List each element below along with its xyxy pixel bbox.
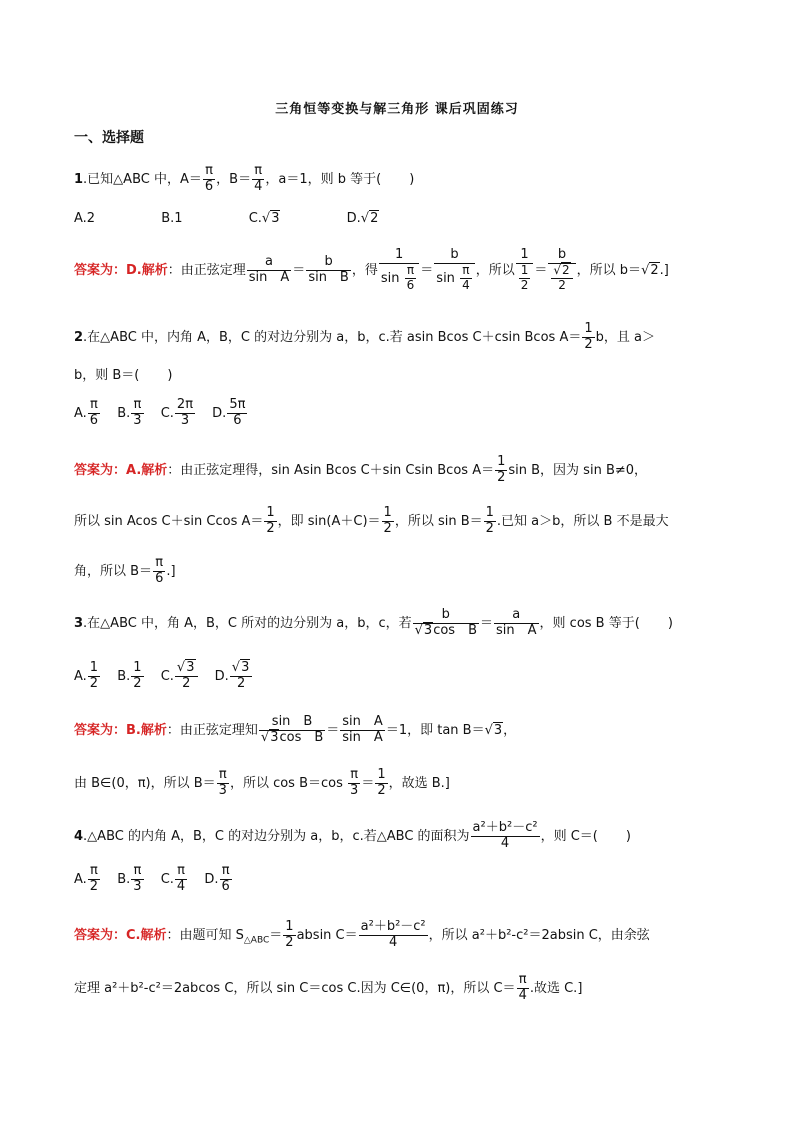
option-d	[204, 864, 232, 895]
option-a	[74, 398, 101, 429]
question-2-stem	[74, 322, 655, 353]
numerator: π	[175, 864, 187, 880]
stem-text: .在△ABC 中，角 A，B，C 所对的边分别为 a，b，c，若	[83, 615, 412, 631]
question-2-solution	[74, 455, 647, 486]
denominator: 4	[500, 835, 510, 851]
denominator: 3	[180, 412, 190, 428]
option-c	[161, 661, 199, 692]
fraction	[252, 164, 264, 195]
stem-text: )	[625, 828, 631, 844]
numerator: 1	[516, 248, 534, 264]
solution-text: ：由正弦定理	[167, 262, 246, 278]
numerator: sin A	[342, 714, 383, 729]
fraction	[247, 255, 292, 286]
question-2-solution-line-2	[74, 506, 669, 537]
denominator: 4	[462, 277, 470, 292]
question-2-stem-cont	[74, 369, 172, 382]
solution-text: .故选 C.]	[529, 980, 583, 996]
fraction	[306, 255, 351, 286]
radicand: 3	[270, 729, 279, 745]
sqrt: √3	[261, 211, 280, 226]
numerator: b	[434, 248, 474, 264]
radicand: 3	[241, 660, 250, 675]
solution-text: ，即 sin(A＋C)＝	[277, 513, 381, 529]
numerator: π	[460, 264, 472, 279]
denominator: 4	[176, 878, 186, 894]
numerator: π	[348, 768, 360, 784]
fraction	[375, 768, 387, 799]
option-label: A.	[74, 668, 87, 684]
answer-choice: B.解析	[126, 722, 167, 738]
question-3-options	[74, 661, 253, 692]
fraction	[582, 322, 594, 353]
fraction	[259, 715, 325, 746]
numerator: 1	[584, 321, 593, 336]
denominator: 3	[218, 782, 227, 798]
denominator	[259, 731, 325, 746]
numerator: π	[131, 398, 143, 414]
option-label: B.	[117, 668, 131, 684]
radicand: 3	[423, 622, 433, 638]
denominator: sin B	[308, 269, 349, 285]
fraction	[131, 398, 143, 429]
fraction	[175, 864, 187, 895]
stem-text: b，则 B＝(	[74, 368, 140, 383]
fraction	[517, 973, 529, 1004]
denominator: sin A	[496, 622, 537, 638]
stem-text: .在△ABC 中，内角 A，B，C 的对边分别为 a，b，c.若 asin Bcos C＋csin Bcos A＝	[83, 329, 582, 345]
solution-text: ，所以 b＝	[576, 262, 642, 278]
solution-text: ，所以 a²＋b²-c²＝2absin C，由余弦	[428, 927, 650, 943]
sqrt: √3	[414, 622, 433, 638]
fraction	[131, 661, 143, 692]
denominator: 2	[485, 520, 494, 536]
fraction	[382, 506, 394, 537]
fraction	[340, 715, 385, 746]
question-4-stem	[74, 821, 631, 852]
answer-choice: A.解析	[126, 462, 168, 478]
stem-text: )	[167, 368, 173, 383]
stem-text: ，B＝	[216, 171, 252, 187]
denominator	[516, 264, 534, 293]
question-number: 4	[74, 828, 84, 844]
denominator: 3	[133, 412, 142, 428]
stem-text: .△ABC 的内角 A，B，C 的对边分别为 a，b，c.若△ABC 的面积为	[83, 828, 470, 844]
option-label: D.	[346, 211, 361, 226]
option-label: D.	[212, 405, 227, 421]
solution-text: ＝	[361, 775, 375, 791]
option-c	[161, 398, 196, 429]
option-label: B.	[117, 871, 131, 887]
denominator: 6	[233, 412, 242, 428]
denominator: 2	[266, 520, 275, 536]
numerator: 2π	[176, 397, 194, 412]
numerator	[551, 264, 572, 279]
answer-label: 答案为：	[74, 262, 127, 278]
fraction	[519, 264, 531, 293]
sqrt: √3	[484, 722, 503, 738]
question-3-stem: 3.在△ABC 中，角 A，B，C 所对的边分别为 a，b，c，若 $\frac{b}{\text{√3cos B}}$ ＝ $\frac{a}{\text{sin A}}$ ，则 cos B 等于( )	[74, 607, 673, 638]
radicand: 2	[562, 262, 570, 277]
stem-text: )	[667, 615, 673, 631]
stem-text: b，且 a＞	[595, 329, 655, 345]
denominator: 2	[497, 469, 506, 485]
solution-text: .已知 a＞b，所以 B 不是最大	[496, 513, 669, 529]
numerator: 1	[485, 505, 494, 520]
option-label: A.	[74, 871, 87, 887]
numerator: π	[217, 768, 229, 784]
question-4-solution	[74, 920, 650, 951]
numerator: a²＋b²－c²	[360, 919, 426, 934]
question-1-options	[74, 212, 379, 225]
radicand: 3	[186, 660, 195, 675]
option-c	[249, 212, 281, 225]
fraction	[230, 661, 253, 692]
denominator: 2	[285, 934, 294, 950]
option-label: C.	[160, 405, 174, 421]
solution-text: 所以 sin Acos C＋sin Ccos A＝	[74, 513, 264, 529]
page-title: 三角恒等变换与解三角形 课后巩固练习	[275, 102, 519, 117]
option-d	[347, 212, 380, 225]
solution-text: ＝	[269, 927, 283, 943]
question-4-solution-line-2	[74, 973, 582, 1004]
solution-text: ，所以 cos B＝cos	[229, 775, 343, 791]
denominator: 3	[133, 878, 142, 894]
fraction	[405, 264, 417, 293]
question-3-solution-line-2	[74, 768, 450, 799]
denominator: 6	[221, 878, 230, 894]
fraction	[131, 864, 143, 895]
numerator	[175, 661, 198, 677]
solution-text: ：由正弦定理知	[166, 722, 258, 738]
sqrt: √2	[360, 211, 379, 226]
option-d	[215, 661, 254, 692]
question-2-solution-line-3	[74, 556, 176, 587]
numerator: 5π	[229, 397, 246, 412]
question-1-solution: 答案为：D.解析：由正弦定理 $\frac{a}{\text{sin A}}$ ＝ $\frac{b}{\text{sin B}}$ ，得 1 sin $\frac{\pi}{6}$ ＝ b sin $\frac{\pi}{4}$ ，所以 $\frac{1}{\frac{1}{2}}$ ＝ $\frac{b}{\frac{√2}{2}}$ ，所以 b＝√2.]	[74, 247, 669, 292]
denominator: 2	[236, 675, 246, 691]
numerator: 1	[377, 767, 386, 782]
stem-text: .已知△ABC 中，A＝	[83, 171, 202, 187]
answer-label: 答案为：	[74, 927, 127, 943]
option-a: A.2	[74, 211, 96, 226]
stem-text: )	[409, 171, 415, 187]
option-c	[161, 864, 189, 895]
denominator: 2	[558, 277, 566, 292]
solution-text: ，所以	[475, 262, 515, 278]
fraction	[434, 248, 474, 293]
solution-text: ，	[503, 722, 517, 738]
question-1-stem	[74, 164, 414, 195]
numerator: π	[405, 264, 417, 279]
denominator-text: sin	[380, 270, 400, 286]
fraction	[548, 248, 575, 293]
option-label: D.	[214, 668, 229, 684]
denominator: 2	[133, 675, 142, 691]
denominator: 3	[350, 782, 359, 798]
numerator: π	[517, 973, 529, 989]
sqrt: √3	[231, 660, 250, 675]
radicand: 2	[370, 211, 379, 226]
solution-text: .]	[659, 262, 669, 278]
numerator: π	[220, 864, 232, 880]
denominator: 6	[204, 178, 214, 194]
numerator: b	[306, 255, 351, 271]
answer-label: 答案为：	[74, 722, 127, 738]
numerator: π	[131, 864, 143, 880]
solution-text: 由 B∈(0，π)，所以 B＝	[74, 775, 216, 791]
numerator: 1	[133, 660, 142, 675]
numerator: π	[88, 398, 100, 414]
option-label: C.	[248, 211, 262, 226]
solution-text: ，得	[351, 262, 378, 278]
denominator	[434, 264, 474, 293]
denominator-text: cos B	[433, 622, 477, 638]
fraction	[359, 920, 428, 951]
denominator	[548, 264, 575, 293]
stem-text: ，a＝1，则 b 等于(	[265, 171, 382, 187]
option-label: D.	[204, 871, 219, 887]
fraction	[220, 864, 232, 895]
sqrt: √2	[553, 262, 570, 277]
fraction	[264, 506, 276, 537]
fraction	[348, 768, 360, 799]
numerator: 1	[379, 248, 419, 264]
denominator	[413, 624, 479, 639]
numerator: 1	[520, 262, 529, 277]
solution-text: 角，所以 B＝	[74, 563, 153, 579]
fraction	[494, 608, 539, 639]
option-d	[212, 398, 248, 429]
option-a	[74, 864, 101, 895]
solution-text: ，所以 sin B＝	[394, 513, 483, 529]
denominator: 4	[389, 934, 398, 950]
denominator: 2	[377, 782, 386, 798]
denominator: 6	[406, 277, 415, 292]
denominator-text: cos B	[279, 729, 324, 745]
numerator: sin B	[259, 715, 325, 731]
denominator-text: sin	[436, 270, 455, 286]
denominator: 4	[254, 178, 263, 194]
fraction	[88, 398, 100, 429]
solution-text: ，故选 B.]	[388, 775, 450, 791]
option-b: B.1	[161, 211, 183, 226]
radicand: 2	[650, 262, 659, 278]
option-a	[74, 661, 101, 692]
numerator: b	[413, 608, 479, 624]
radicand: 3	[271, 211, 280, 226]
question-3-solution: 答案为：B.解析：由正弦定理知 $\frac{\text{sin B}}{\text{√3cos B}}$ ＝ $\frac{\text{sin A}}{\text{sin A}}$ ＝1，即 tan B＝√3，	[74, 714, 517, 745]
denominator: 2	[584, 336, 593, 352]
option-label: C.	[160, 871, 174, 887]
option-label: B.	[117, 405, 131, 421]
question-number: 1	[74, 171, 84, 187]
subscript: △ABC	[243, 935, 270, 946]
option-b	[117, 864, 144, 895]
solution-text: ＝1，即 tan B＝	[385, 722, 485, 738]
denominator: 2	[89, 675, 99, 691]
option-label: A.	[74, 405, 87, 421]
fraction	[153, 556, 165, 587]
denominator: sin A	[342, 729, 383, 745]
numerator: 1	[89, 660, 99, 675]
numerator: π	[203, 164, 215, 180]
option-label: C.	[160, 668, 174, 684]
fraction	[283, 920, 295, 951]
numerator: a²＋b²－c²	[472, 820, 538, 835]
numerator: a	[247, 255, 292, 271]
solution-text: .]	[166, 563, 176, 579]
radicand: 3	[493, 722, 503, 738]
question-2-options	[74, 398, 248, 429]
denominator: 2	[182, 675, 191, 691]
fraction	[88, 864, 100, 895]
fraction	[484, 506, 496, 537]
fraction	[227, 398, 247, 429]
denominator: 4	[518, 987, 527, 1003]
denominator: 2	[89, 878, 99, 894]
numerator: π	[252, 164, 264, 180]
fraction	[175, 398, 195, 429]
numerator: π	[88, 864, 100, 880]
stem-text: ，则 cos B 等于(	[539, 615, 640, 631]
option-b	[117, 661, 144, 692]
fraction	[203, 164, 215, 195]
numerator: a	[494, 608, 539, 624]
fraction	[379, 248, 419, 293]
sqrt: √2	[641, 262, 659, 278]
solution-text: ：由题可知 S	[166, 927, 244, 943]
fraction	[471, 821, 540, 852]
stem-text: ，则 C＝(	[540, 828, 598, 844]
numerator: 1	[497, 454, 506, 469]
sqrt: √3	[176, 660, 195, 675]
denominator	[379, 264, 419, 293]
numerator: 1	[266, 505, 275, 520]
question-number: 3	[74, 615, 84, 631]
denominator: 2	[520, 277, 529, 292]
fraction	[516, 248, 534, 293]
numerator: 1	[285, 919, 294, 934]
denominator: sin A	[248, 269, 290, 285]
fraction	[413, 608, 479, 639]
numerator	[230, 661, 253, 677]
answer-label: 答案为：	[74, 462, 127, 478]
denominator: 2	[383, 520, 392, 536]
sqrt: √3	[260, 729, 279, 745]
answer-choice: C.解析	[126, 927, 167, 943]
section-heading: 一、选择题	[74, 130, 144, 146]
denominator: 6	[89, 412, 99, 428]
question-4-options	[74, 864, 233, 895]
solution-text: 定理 a²＋b²-c²＝2abcos C，所以 sin C＝cos C.因为 C∈(0，π)，所以 C＝	[74, 980, 516, 996]
numerator: π	[153, 556, 165, 572]
question-number: 2	[74, 329, 84, 345]
fraction	[460, 264, 472, 293]
fraction	[217, 768, 229, 799]
fraction	[88, 661, 100, 692]
solution-text: ：由正弦定理得，sin Asin Bcos C＋sin Csin Bcos A＝	[167, 462, 495, 478]
solution-text: absin C＝	[296, 927, 358, 943]
numerator: b	[548, 248, 575, 264]
solution-text: sin B，因为 sin B≠0，	[508, 462, 648, 478]
denominator: 6	[155, 570, 164, 586]
answer-choice: D.解析	[126, 262, 168, 278]
fraction	[495, 455, 507, 486]
option-b	[117, 398, 144, 429]
fraction	[175, 661, 198, 692]
numerator: 1	[383, 505, 392, 520]
fraction	[551, 264, 572, 293]
